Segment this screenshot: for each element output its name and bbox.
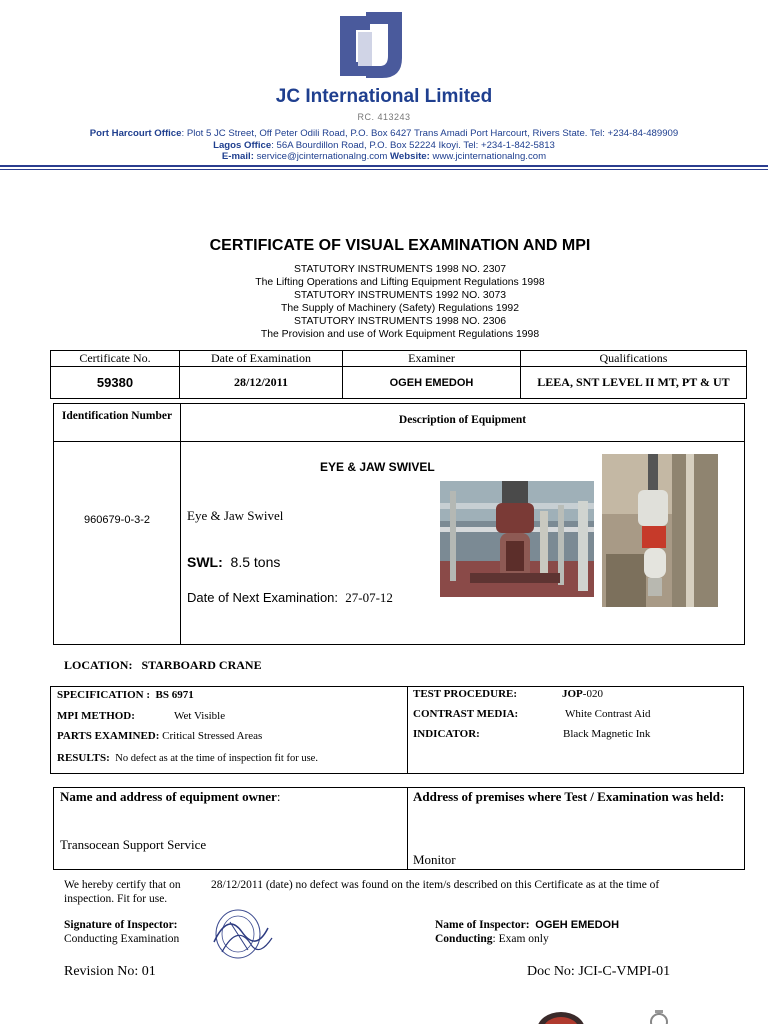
identification-number-header: Identification Number bbox=[61, 410, 173, 422]
equipment-box bbox=[53, 403, 745, 645]
document-number: Doc No: JCI-C-VMPI-01 bbox=[527, 964, 671, 979]
lagos-address: : 56A Bourdillon Road, P.O. Box 52224 Ikoyi. Tel: +234-1-842-5813 bbox=[271, 140, 555, 151]
header-certificate-no: Certificate No. bbox=[51, 351, 180, 367]
owner-header-label: Name and address of equipment owner bbox=[60, 789, 277, 804]
conducting-value: : Exam only bbox=[492, 933, 549, 945]
location-label: LOCATION: bbox=[64, 658, 133, 672]
test-procedure-label: TEST PROCEDURE: bbox=[413, 688, 518, 700]
date-of-examination: 28/12/2011 bbox=[180, 367, 343, 399]
statutory-line: STATUTORY INSTRUMENTS 1998 NO. 2307 bbox=[293, 264, 507, 275]
email-link[interactable]: service@jcinternationalng.com bbox=[253, 151, 391, 162]
location-line bbox=[64, 658, 262, 673]
inspector-name-line bbox=[435, 919, 619, 931]
statutory-line: The Provision and use of Work Equipment Regulations 1998 bbox=[260, 329, 540, 340]
equipment-description: Eye & Jaw Swivel bbox=[187, 508, 284, 523]
column-divider bbox=[407, 788, 408, 869]
signature-label: Signature of Inspector: bbox=[64, 919, 178, 931]
statutory-line: STATUTORY INSTRUMENTS 1992 NO. 3073 bbox=[293, 290, 507, 301]
specification-label: SPECIFICATION : bbox=[57, 689, 151, 701]
equipment-heading: EYE & JAW SWIVEL bbox=[320, 460, 435, 474]
contrast-media-value: White Contrast Aid bbox=[565, 708, 651, 720]
equipment-photo-1 bbox=[440, 481, 594, 597]
certify-text-b: 28/12/2011 (date) no defect was found on the item/s described on this Certificate as at the time of bbox=[211, 879, 660, 891]
company-name: JC International Limited bbox=[275, 86, 493, 107]
test-procedure-prefix: JOP bbox=[562, 688, 583, 700]
header-date-of-examination: Date of Examination bbox=[180, 351, 343, 367]
website-label: Website: bbox=[390, 151, 430, 162]
port-harcourt-address: : Plot 5 JC Street, Off Peter Odili Road, P.O. Box 6427 Trans Amadi Port Harcourt, Rivers State. Tel: +234-84-489909 bbox=[181, 128, 679, 139]
email-label: E-mail: bbox=[221, 151, 254, 162]
certificate-number: 59380 bbox=[51, 367, 180, 399]
statutory-line: The Supply of Machinery (Safety) Regulations 1992 bbox=[281, 303, 519, 314]
column-divider bbox=[180, 404, 181, 644]
mpi-method-label: MPI METHOD: bbox=[57, 710, 135, 722]
next-examination-line bbox=[187, 590, 393, 606]
header-divider bbox=[0, 165, 768, 167]
test-procedure-value bbox=[562, 688, 603, 700]
rc-number: RC. 413243 bbox=[357, 112, 411, 122]
owner-box bbox=[53, 787, 745, 870]
specification-line bbox=[57, 689, 194, 701]
location-value: STARBOARD CRANE bbox=[141, 658, 262, 672]
indicator-value: Black Magnetic Ink bbox=[563, 728, 651, 740]
conducting-line bbox=[435, 933, 549, 945]
header-divider-thin bbox=[0, 169, 768, 170]
premises-value: Monitor bbox=[413, 852, 456, 867]
lagos-label: Lagos Office bbox=[213, 140, 272, 151]
row-divider bbox=[54, 441, 744, 442]
owner-header bbox=[60, 789, 280, 805]
inspector-signature-icon bbox=[208, 902, 278, 964]
results-value: No defect as at the time of inspection fit for use. bbox=[115, 753, 318, 764]
identification-number: 960679-0-3-2 bbox=[83, 514, 151, 526]
contrast-media-label: CONTRAST MEDIA: bbox=[413, 708, 519, 720]
port-harcourt-address-line bbox=[0, 128, 768, 139]
signature-sub: Conducting Examination bbox=[64, 933, 180, 945]
specification-value: BS 6971 bbox=[155, 689, 194, 701]
results-line bbox=[57, 752, 318, 764]
inspector-name: OGEH EMEDOH bbox=[535, 919, 620, 931]
indicator-label: INDICATOR: bbox=[413, 728, 480, 740]
lagos-address-line bbox=[0, 140, 768, 151]
certificate-title: CERTIFICATE OF VISUAL EXAMINATION AND MPI bbox=[209, 237, 591, 254]
description-header: Description of Equipment bbox=[398, 414, 527, 426]
column-divider bbox=[407, 687, 408, 773]
certificate-info-table bbox=[50, 350, 747, 399]
revision-number: Revision No: 01 bbox=[64, 964, 156, 979]
parts-examined-line bbox=[57, 730, 262, 742]
certify-text-a: We hereby certify that on bbox=[64, 879, 181, 891]
equipment-photo-2 bbox=[602, 454, 718, 607]
header-examiner: Examiner bbox=[343, 351, 521, 367]
next-examination-label: Date of Next Examination: bbox=[187, 590, 339, 605]
company-logo bbox=[336, 10, 406, 82]
website-link[interactable]: www.jcinternationalng.com bbox=[429, 151, 547, 162]
swl-label: SWL: bbox=[187, 554, 223, 570]
header-qualifications: Qualifications bbox=[521, 351, 747, 367]
swl-value: 8.5 tons bbox=[230, 554, 281, 570]
next-examination-date: 27-07-12 bbox=[345, 590, 393, 605]
inspector-name-label: Name of Inspector: bbox=[435, 919, 530, 931]
mpi-method-value: Wet Visible bbox=[174, 710, 226, 722]
accreditation-mark-icon bbox=[644, 1008, 674, 1024]
contact-line bbox=[0, 151, 768, 162]
parts-examined-value: Critical Stressed Areas bbox=[159, 730, 263, 742]
port-harcourt-label: Port Harcourt Office bbox=[89, 128, 182, 139]
qualifications-value: LEEA, SNT LEVEL II MT, PT & UT bbox=[521, 367, 747, 399]
premises-header: Address of premises where Test / Examination was held: bbox=[413, 789, 725, 804]
owner-header-colon: : bbox=[276, 789, 281, 804]
specification-box bbox=[50, 686, 744, 774]
results-label: RESULTS: bbox=[57, 752, 110, 764]
statutory-line: STATUTORY INSTRUMENTS 1998 NO. 2306 bbox=[293, 316, 507, 327]
parts-examined-label: PARTS EXAMINED: bbox=[57, 730, 160, 742]
test-procedure-suffix: -020 bbox=[582, 688, 603, 700]
certify-text-c: inspection. Fit for use. bbox=[64, 893, 168, 905]
certification-seal-icon bbox=[536, 1010, 586, 1024]
conducting-label: Conducting bbox=[435, 933, 493, 945]
swl-line bbox=[187, 554, 280, 570]
examiner-name: OGEH EMEDOH bbox=[343, 367, 521, 399]
owner-name: Transocean Support Service bbox=[60, 837, 207, 852]
statutory-line: The Lifting Operations and Lifting Equipment Regulations 1998 bbox=[255, 277, 545, 288]
